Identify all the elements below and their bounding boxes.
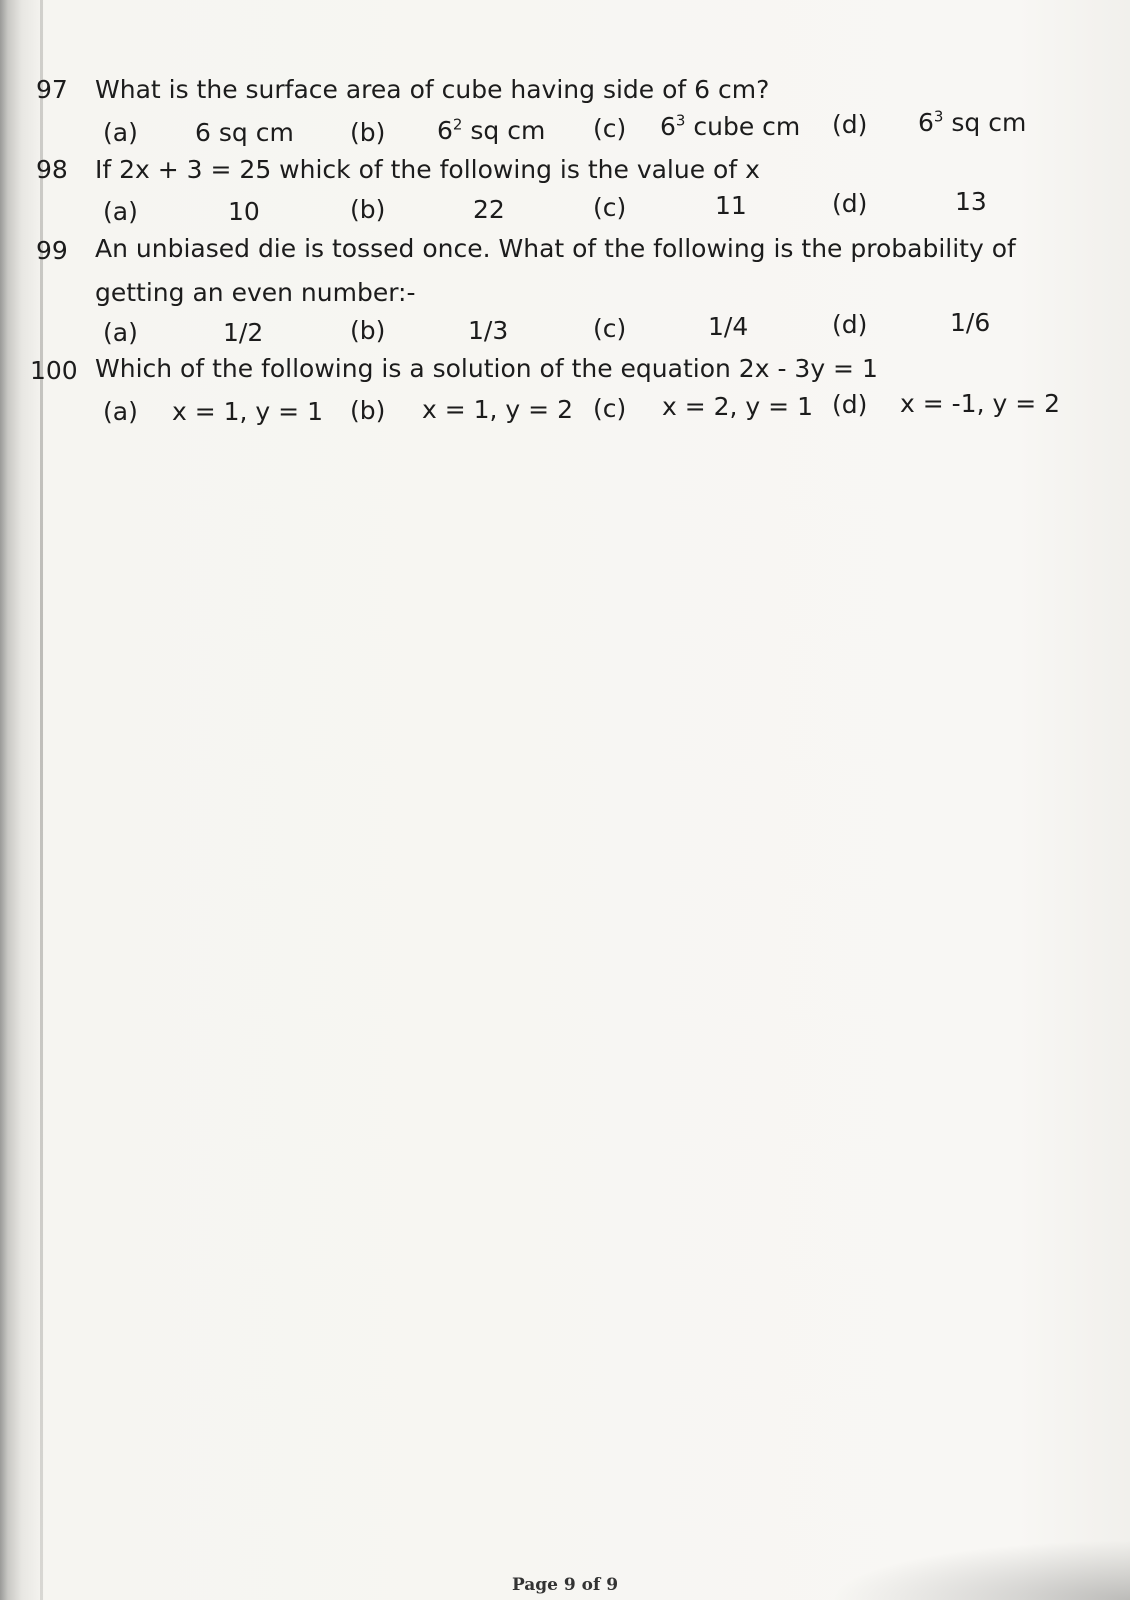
question-text: If 2x + 3 = 25 whick of the following is the value of x xyxy=(95,155,760,184)
option-value-c: x = 2, y = 1 xyxy=(662,392,813,421)
option-label-c: (c) xyxy=(593,394,627,423)
option-label-a: (a) xyxy=(103,397,138,426)
page-footer: Page 9 of 9 xyxy=(511,1575,619,1595)
option-label-a: (a) xyxy=(103,318,138,347)
option-label-b: (b) xyxy=(350,195,386,224)
question-text: What is the surface area of cube having side of 6 cm? xyxy=(95,75,770,104)
option-label-b: (b) xyxy=(350,118,386,147)
option-value-b: 22 xyxy=(473,195,505,224)
option-value-b: $6^2$ sq cm xyxy=(437,115,546,145)
option-label-c: (c) xyxy=(593,314,627,343)
option-label-a: (a) xyxy=(103,197,138,226)
question-text-line-1: An unbiased die is tossed once. What of the following is the probability of xyxy=(95,234,1016,263)
question-text: Which of the following is a solution of the equation 2x - 3y = 1 xyxy=(95,354,878,383)
option-label-d: (d) xyxy=(832,310,868,339)
option-value-a: 6 sq cm xyxy=(195,118,294,147)
option-label-d: (d) xyxy=(832,110,868,139)
option-label-b: (b) xyxy=(350,316,386,345)
option-value-c: 11 xyxy=(715,191,747,220)
option-label-c: (c) xyxy=(593,114,627,143)
option-value-b: x = 1, y = 2 xyxy=(422,395,573,424)
option-value-a: 1/2 xyxy=(223,318,264,347)
option-value-c: $6^3$ cube cm xyxy=(660,111,801,141)
option-label-a: (a) xyxy=(103,118,138,147)
option-value-d: 1/6 xyxy=(950,308,991,337)
option-label-b: (b) xyxy=(350,396,386,425)
question-number: 99 xyxy=(36,236,68,265)
option-value-a: 10 xyxy=(228,197,260,226)
option-label-d: (d) xyxy=(832,390,868,419)
option-value-d: 13 xyxy=(955,187,987,216)
question-number: 100 xyxy=(30,356,78,385)
option-value-d: $6^3$ sq cm xyxy=(918,107,1027,137)
option-value-c: 1/4 xyxy=(708,312,749,341)
question-number: 98 xyxy=(36,155,68,184)
option-label-d: (d) xyxy=(832,189,868,218)
option-value-b: 1/3 xyxy=(468,316,509,345)
option-value-d: x = -1, y = 2 xyxy=(900,389,1060,418)
option-label-c: (c) xyxy=(593,193,627,222)
option-value-a: x = 1, y = 1 xyxy=(172,397,323,426)
question-number: 97 xyxy=(36,75,68,104)
question-text-line-2: getting an even number:- xyxy=(95,278,416,307)
